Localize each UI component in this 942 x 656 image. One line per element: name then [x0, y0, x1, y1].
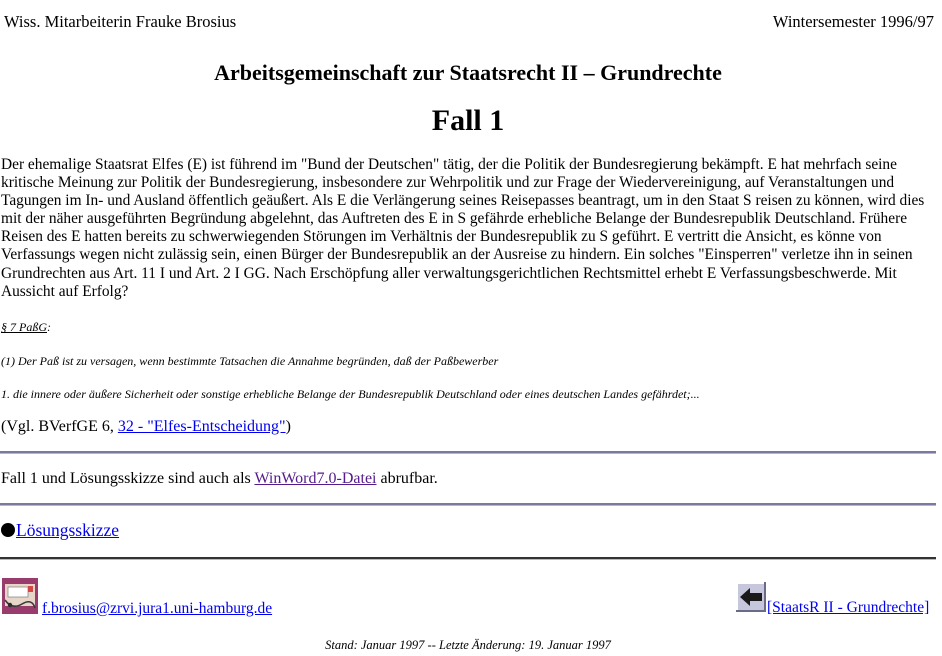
bullet-icon [1, 523, 15, 537]
citation-prefix: (Vgl. BVerfGE 6, [1, 418, 118, 435]
citation-suffix: ) [285, 418, 291, 435]
email-link[interactable]: f.brosius@zrvi.jura1.uni-hamburg.de [42, 600, 273, 617]
statute-colon: : [47, 320, 51, 334]
solution-sketch-link[interactable]: Lösungsskizze [16, 520, 120, 540]
back-arrow-icon[interactable] [736, 582, 766, 612]
mail-icon[interactable] [2, 578, 38, 614]
course-subtitle: Arbeitsgemeinschaft zur Staatsrecht II – Grundrechte [214, 60, 722, 85]
statute-link[interactable]: § 7 PaßG [1, 320, 47, 334]
case-description: Der ehemalige Staatsrat Elfes (E) ist führend im "Bund der Deutschen" tätig, der die Politik der Bundesregierung bekämpft. E hat mehrfach seine kritische Meinung zur Politik der Bundesregierung, insbesondere zur Wehrpolitik und zur Frage der Wiedervereinigung, auf Veranstaltungen und Tagungen im In- und Ausland öffentlich geäußert. Als E die Verlängerung seines Reisepasses beantragt, um in den Staat S reisen zu können, wird dies mit der näher ausgeführten Begründung abgelehnt, das Auftreten des E in S gefährde erhebliche Belange der Bundesrepublik Deutschland. Frühere Reisen des E hatten bereits zu schwerwiegenden Störungen im Verhältnis der Bundesrepublik zu S geführt. E vertritt die Ansicht, es könne von Verfassungs wegen nicht zulässig sein, einen Bürger der Bundesrepublik an der Ausreise zu hindern. Ein solches "Einsperren" verletze ihn in seinen Grundrechten aus Art. 11 I und Art. 2 I GG. Nach Erschöpfung aller verwaltungsgerichtlichen Rechtsmittel erhebt E Verfassungsbeschwerde. Mit Aussicht auf Erfolg? [1, 156, 925, 300]
download-suffix: abrufbar. [376, 470, 438, 487]
author-label: Wiss. Mitarbeiterin Frauke Brosius [4, 12, 237, 31]
download-prefix: Fall 1 und Lösungsskizze sind auch als [1, 470, 255, 487]
citation [1, 418, 291, 436]
last-updated-footer: Stand: Januar 1997 -- Letzte Änderung: 19. Januar 1997 [325, 638, 611, 652]
download-note [1, 470, 438, 488]
winword-file-link[interactable]: WinWord7.0-Datei [254, 470, 377, 487]
statute-paragraph-1: (1) Der Paß ist zu versagen, wenn bestimmte Tatsachen die Annahme begründen, daß der Paßbewerber [1, 354, 499, 368]
page-title: Fall 1 [431, 104, 505, 137]
divider [0, 557, 936, 560]
statute-reference [1, 320, 51, 335]
divider [0, 503, 936, 506]
statute-paragraph-2: 1. die innere oder äußere Sicherheit oder sonstige erhebliche Belange der Bundesrepublik Deutschland oder eines deutschen Landes gefährdet;... [1, 387, 700, 401]
divider [0, 451, 936, 454]
back-navigation [736, 582, 936, 618]
elfes-decision-link[interactable]: 32 - "Elfes-Entscheidung" [117, 418, 286, 435]
solution-item [1, 520, 119, 541]
semester-label: Wintersemester 1996/97 [772, 12, 934, 31]
page-header [4, 12, 934, 34]
back-to-course-link[interactable]: [StaatsR II - Grundrechte] [767, 599, 930, 616]
